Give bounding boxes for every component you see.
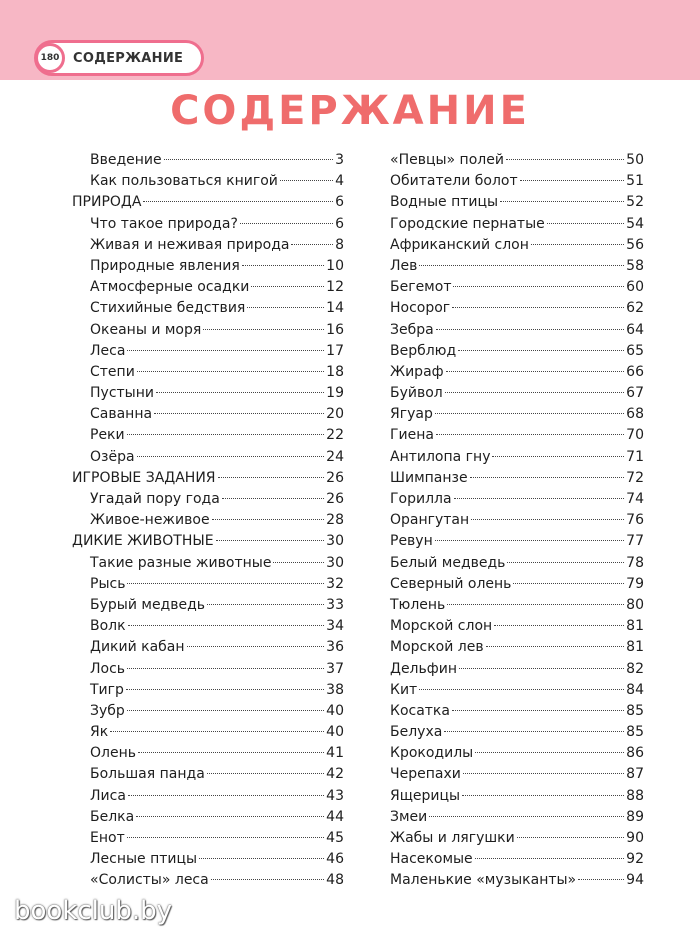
toc-entry-page: 76: [626, 512, 644, 529]
toc-entry-page: 54: [626, 215, 644, 232]
toc-entry-page: 41: [326, 745, 344, 762]
toc-entry-page: 38: [326, 681, 344, 698]
toc-dot-leader: [454, 498, 625, 499]
toc-entry-page: 90: [626, 830, 644, 846]
toc-dot-leader: [462, 795, 624, 796]
toc-entry[interactable]: [390, 235, 644, 256]
toc-entry-title: «Певцы» полей: [390, 152, 504, 168]
toc-entry-title: Лесные птицы: [90, 851, 198, 868]
toc-dot-leader: [199, 858, 324, 859]
toc-entry-page: 28: [326, 512, 344, 529]
toc-entry-title: Лось: [90, 660, 126, 677]
toc-entry[interactable]: [390, 171, 644, 192]
toc-entry-page: 14: [326, 300, 344, 317]
toc-entry-page: 30: [326, 533, 344, 550]
toc-entry[interactable]: [72, 849, 344, 870]
toc-entry-page: 86: [626, 745, 644, 762]
toc-dot-leader: [463, 773, 624, 774]
toc-entry-page: 10: [326, 257, 344, 274]
toc-entry[interactable]: [72, 404, 344, 425]
toc-entry-page: 72: [626, 469, 644, 486]
toc-dot-leader: [207, 604, 324, 605]
toc-entry-page: 18: [326, 363, 344, 380]
toc-dot-leader: [452, 710, 624, 711]
toc-entry[interactable]: [72, 341, 344, 362]
toc-dot-leader: [203, 329, 324, 330]
toc-dot-leader: [212, 519, 325, 520]
toc-dot-leader: [446, 371, 625, 372]
toc-entry-page: 42: [326, 766, 344, 783]
toc-entry-page: 37: [326, 660, 344, 677]
toc-entry[interactable]: [390, 722, 644, 743]
toc-dot-leader: [494, 625, 624, 626]
toc-entry-title: Ревун: [390, 533, 433, 550]
toc-dot-leader: [429, 816, 624, 817]
toc-entry[interactable]: [72, 595, 344, 616]
toc-entry[interactable]: [72, 828, 344, 849]
toc-entry-title: Жабы и лягушки: [390, 830, 515, 846]
toc-entry-title: Бурый медведь: [90, 596, 206, 613]
toc-entry-title: Атмосферные осадки: [90, 279, 250, 296]
toc-dot-leader: [127, 583, 324, 584]
toc-entry-page: 36: [326, 639, 344, 656]
toc-dot-leader: [110, 731, 324, 732]
toc-entry-page: 26: [326, 469, 344, 486]
toc-dot-leader: [222, 498, 324, 499]
toc-entry-page: 74: [626, 491, 644, 507]
toc-entry[interactable]: [390, 595, 644, 616]
toc-entry-title: Косатка: [390, 702, 450, 719]
toc-entry[interactable]: [390, 531, 644, 552]
toc-entry-title: Зебра: [390, 321, 434, 338]
toc-entry[interactable]: [72, 235, 344, 256]
toc-entry-page: 89: [626, 808, 644, 825]
toc-entry[interactable]: [72, 701, 344, 722]
toc-entry-title: Верблюд: [390, 342, 457, 359]
toc-dot-leader: [486, 646, 625, 647]
toc-entry-page: 79: [626, 575, 644, 592]
toc-dot-leader: [453, 286, 624, 287]
toc-entry-page: 71: [626, 448, 644, 465]
toc-dot-leader: [127, 434, 325, 435]
toc-entry[interactable]: [72, 553, 344, 574]
toc-entry-page: 20: [326, 406, 344, 423]
toc-entry-page: 26: [326, 491, 344, 507]
toc-entry[interactable]: [390, 362, 644, 383]
toc-entry-page: 56: [626, 236, 644, 253]
toc-entry-title: Городские пернатые: [390, 215, 545, 232]
toc-entry-title: Ягуар: [390, 406, 433, 423]
toc-entry[interactable]: [390, 425, 644, 446]
toc-entry[interactable]: [72, 764, 344, 785]
toc-entry-page: 34: [326, 618, 344, 635]
toc-entry-page: 32: [326, 575, 344, 592]
toc-dot-leader: [216, 540, 325, 541]
toc-entry-page: 78: [626, 554, 644, 571]
toc-entry-title: Олень: [90, 745, 136, 762]
toc-entry[interactable]: [390, 553, 644, 574]
toc-entry[interactable]: [390, 828, 644, 849]
page-number-badge: 180: [35, 43, 65, 73]
toc-entry-page: 46: [326, 851, 344, 868]
toc-entry[interactable]: [72, 383, 344, 404]
toc-entry[interactable]: [72, 214, 344, 235]
toc-entry[interactable]: [72, 447, 344, 468]
toc-dot-leader: [419, 689, 624, 690]
toc-entry-title: Обитатели болот: [390, 173, 518, 190]
toc-entry[interactable]: [390, 489, 644, 510]
toc-entry-title: Океаны и моря: [90, 321, 202, 338]
toc-entry[interactable]: [72, 362, 344, 383]
toc-entry-title: Живая и неживая природа: [90, 236, 290, 253]
toc-dot-leader: [164, 159, 333, 160]
toc-dot-leader: [187, 646, 325, 647]
toc-dot-leader: [520, 180, 625, 181]
toc-dot-leader: [436, 434, 624, 435]
toc-dot-leader: [435, 540, 624, 541]
toc-entry-page: 77: [626, 533, 644, 550]
toc-entry[interactable]: [390, 870, 644, 891]
toc-dot-leader: [547, 223, 624, 224]
toc-entry[interactable]: [390, 680, 644, 701]
toc-entry[interactable]: [390, 849, 644, 870]
toc-entry-page: 84: [626, 681, 644, 698]
toc-entry-title: Что такое природа?: [90, 215, 238, 232]
toc-entry-title: Дельфин: [390, 660, 457, 677]
toc-entry-title: Степи: [90, 363, 135, 380]
toc-entry-page: 87: [626, 766, 644, 783]
toc-entry-page: 92: [626, 851, 644, 868]
toc-dot-leader: [470, 477, 625, 478]
toc-dot-leader: [138, 752, 324, 753]
toc-entry-page: 85: [626, 724, 644, 741]
toc-entry[interactable]: [390, 468, 644, 489]
toc-entry-title: Як: [90, 724, 109, 741]
toc-entry-title: Шимпанзе: [390, 469, 468, 486]
toc-dot-leader: [507, 562, 624, 563]
toc-entry[interactable]: [72, 659, 344, 680]
toc-dot-leader: [127, 837, 324, 838]
toc-entry-title: Змеи: [390, 808, 428, 825]
toc-entry[interactable]: [390, 150, 644, 171]
toc-entry-title: Морской лев: [390, 639, 484, 656]
toc-entry[interactable]: [72, 468, 344, 489]
toc-entry[interactable]: [390, 277, 644, 298]
toc-entry-page: 52: [626, 194, 644, 211]
toc-entry-page: 85: [626, 702, 644, 719]
toc-entry[interactable]: [390, 807, 644, 828]
toc-entry[interactable]: [390, 404, 644, 425]
toc-dot-leader: [517, 837, 624, 838]
toc-dot-leader: [126, 689, 324, 690]
toc-entry-title: Рысь: [90, 575, 126, 592]
toc-entry[interactable]: [72, 320, 344, 341]
toc-dot-leader: [207, 773, 324, 774]
toc-entry-title: Горилла: [390, 491, 452, 507]
toc-entry-page: 45: [326, 830, 344, 846]
toc-dot-leader: [531, 244, 624, 245]
toc-entry-title: Как пользоваться книгой: [90, 173, 278, 190]
toc-dot-leader: [143, 201, 333, 202]
toc-dot-leader: [128, 795, 324, 796]
page-title: СОДЕРЖАНИЕ: [170, 88, 530, 134]
toc-entry[interactable]: [72, 786, 344, 807]
toc-entry[interactable]: [390, 616, 644, 637]
toc-dot-leader: [419, 265, 624, 266]
toc-entry-title: Озёра: [90, 448, 135, 465]
toc-entry-page: 50: [626, 152, 644, 168]
toc-entry-title: Жираф: [390, 363, 444, 380]
toc-entry-page: 44: [326, 808, 344, 825]
toc-dot-leader: [127, 668, 324, 669]
toc-entry-title: Белуха: [390, 724, 443, 741]
toc-dot-leader: [240, 223, 333, 224]
toc-entry-title: Водные птицы: [390, 194, 499, 211]
toc-dot-leader: [127, 710, 324, 711]
toc-entry-page: 64: [626, 321, 644, 338]
toc-entry[interactable]: [72, 743, 344, 764]
toc-entry[interactable]: [390, 298, 644, 319]
toc-entry[interactable]: [72, 171, 344, 192]
toc-entry-page: 62: [626, 300, 644, 317]
toc-entry-title: Реки: [90, 427, 125, 444]
toc-entry[interactable]: [390, 701, 644, 722]
toc-entry-page: 6: [335, 194, 344, 211]
toc-entry[interactable]: [72, 425, 344, 446]
toc-entry-title: Зубр: [90, 702, 125, 719]
toc-dot-leader: [137, 371, 324, 372]
toc-dot-leader: [459, 668, 624, 669]
toc-dot-leader: [291, 244, 333, 245]
toc-entry-title: Живое-неживое: [90, 512, 210, 529]
toc-entry[interactable]: [390, 764, 644, 785]
toc-entry-page: 43: [326, 787, 344, 804]
toc-entry-page: 82: [626, 660, 644, 677]
toc-entry-title: Природные явления: [90, 257, 240, 274]
toc-dot-leader: [445, 392, 624, 393]
toc-entry-title: Черепахи: [390, 766, 461, 783]
toc-dot-leader: [211, 879, 324, 880]
toc-entry[interactable]: [72, 680, 344, 701]
toc-dot-leader: [242, 265, 324, 266]
toc-entry-page: 48: [326, 872, 344, 889]
toc-dot-leader: [218, 477, 325, 478]
toc-dot-leader: [136, 816, 324, 817]
toc-entry[interactable]: [72, 574, 344, 595]
toc-entry[interactable]: [72, 807, 344, 828]
toc-entry-title: Антилопа гну: [390, 448, 491, 465]
toc-entry[interactable]: [72, 870, 344, 891]
toc-entry-page: 24: [326, 448, 344, 465]
section-header-pill: [34, 40, 204, 76]
toc-entry-page: 16: [326, 321, 344, 338]
toc-entry-page: 3: [335, 152, 344, 168]
toc-entry-page: 88: [626, 787, 644, 804]
toc-entry[interactable]: [390, 256, 644, 277]
toc-entry[interactable]: [390, 637, 644, 658]
toc-entry[interactable]: [72, 150, 344, 171]
toc-entry[interactable]: [390, 574, 644, 595]
toc-entry[interactable]: [390, 510, 644, 531]
toc-dot-leader: [280, 180, 333, 181]
toc-entry-title: Тигр: [90, 681, 124, 698]
toc-entry[interactable]: [390, 341, 644, 362]
toc-entry-title: Лев: [390, 257, 418, 274]
toc-entry[interactable]: [390, 659, 644, 680]
toc-entry-page: 58: [626, 257, 644, 274]
toc-entry-page: 22: [326, 427, 344, 444]
toc-entry-title: ИГРОВЫЕ ЗАДАНИЯ: [72, 469, 216, 486]
toc-dot-leader: [471, 519, 624, 520]
toc-entry[interactable]: [72, 298, 344, 319]
toc-dot-leader: [128, 625, 325, 626]
toc-dot-leader: [475, 752, 624, 753]
toc-dot-leader: [506, 159, 624, 160]
toc-entry[interactable]: [72, 531, 344, 552]
toc-entry-page: 66: [626, 363, 644, 380]
toc-entry-title: Лиса: [90, 787, 126, 804]
toc-entry-title: ПРИРОДА: [72, 194, 142, 211]
toc-entry-title: Енот: [90, 830, 125, 846]
toc-entry-title: ДИКИЕ ЖИВОТНЫЕ: [72, 533, 214, 550]
toc-entry-title: Ящерицы: [390, 787, 461, 804]
toc-entry[interactable]: [72, 256, 344, 277]
toc-entry-title: Белый медведь: [390, 554, 506, 571]
toc-entry-page: 81: [626, 639, 644, 656]
toc-entry-title: Буйвол: [390, 385, 443, 402]
toc-entry[interactable]: [72, 510, 344, 531]
toc-entry[interactable]: [390, 383, 644, 404]
toc-dot-leader: [137, 456, 325, 457]
toc-entry[interactable]: [390, 320, 644, 341]
toc-entry-title: Маленькие «музыканты»: [390, 872, 577, 889]
toc-entry-title: Введение: [90, 152, 162, 168]
toc-dot-leader: [436, 329, 624, 330]
toc-entry-page: 65: [626, 342, 644, 359]
toc-entry-page: 51: [626, 173, 644, 190]
toc-dot-leader: [273, 562, 324, 563]
toc-entry-page: 17: [326, 342, 344, 359]
toc-entry-title: Угадай пору года: [90, 491, 220, 507]
toc-dot-leader: [156, 392, 324, 393]
toc-entry-page: 12: [326, 279, 344, 296]
toc-entry-page: 4: [335, 173, 344, 190]
toc-entry-title: «Солисты» леса: [90, 872, 209, 889]
toc-entry-title: Такие разные животные: [90, 554, 272, 571]
toc-dot-leader: [127, 350, 324, 351]
toc-entry-title: Насекомые: [390, 851, 473, 868]
toc-entry-title: Леса: [90, 342, 126, 359]
toc-entry-page: 40: [326, 724, 344, 741]
toc-entry-page: 70: [626, 427, 644, 444]
toc-entry-title: Стихийные бедствия: [90, 300, 246, 317]
toc-entry-title: Северный олень: [390, 575, 512, 592]
toc-entry-page: 80: [626, 596, 644, 613]
toc-dot-leader: [435, 413, 624, 414]
toc-entry-title: Большая панда: [90, 766, 205, 783]
toc-entry-title: Пустыни: [90, 385, 154, 402]
toc-entry-page: 19: [326, 385, 344, 402]
toc-entry-title: Африканский слон: [390, 236, 529, 253]
toc-left-column: [72, 150, 344, 892]
toc-entry-page: 40: [326, 702, 344, 719]
toc-entry-page: 33: [326, 596, 344, 613]
toc-entry-title: Бегемот: [390, 279, 452, 296]
toc-dot-leader: [247, 307, 324, 308]
toc-entry-page: 68: [626, 406, 644, 423]
toc-entry[interactable]: [72, 192, 344, 213]
toc-entry-title: Волк: [90, 618, 126, 635]
toc-entry-page: 60: [626, 279, 644, 296]
toc-entry-title: Белка: [90, 808, 135, 825]
toc-entry[interactable]: [390, 786, 644, 807]
toc-entry[interactable]: [72, 277, 344, 298]
toc-dot-leader: [452, 307, 624, 308]
toc-entry[interactable]: [72, 616, 344, 637]
section-header-label: СОДЕРЖАНИЕ: [73, 50, 184, 66]
toc-dot-leader: [447, 604, 624, 605]
toc-entry-title: Саванна: [90, 406, 153, 423]
toc-dot-leader: [500, 201, 624, 202]
toc-entry-title: Носорог: [390, 300, 451, 317]
toc-dot-leader: [492, 456, 624, 457]
toc-entry-title: Орангутан: [390, 512, 470, 529]
toc-dot-leader: [458, 350, 624, 351]
toc-entry-title: Дикий кабан: [90, 639, 185, 656]
toc-entry-page: 6: [335, 215, 344, 232]
toc-entry-page: 8: [335, 236, 344, 253]
toc-entry-title: Гиена: [390, 427, 434, 444]
toc-entry[interactable]: [72, 489, 344, 510]
toc-dot-leader: [475, 858, 625, 859]
toc-entry-title: Крокодилы: [390, 745, 474, 762]
toc-entry-page: 94: [626, 872, 644, 889]
toc-entry[interactable]: [72, 637, 344, 658]
toc-dot-leader: [154, 413, 324, 414]
toc-entry[interactable]: [390, 214, 644, 235]
toc-dot-leader: [578, 879, 624, 880]
toc-entry-title: Кит: [390, 681, 418, 698]
toc-entry[interactable]: [390, 447, 644, 468]
toc-entry-page: 67: [626, 385, 644, 402]
toc-entry[interactable]: [390, 743, 644, 764]
toc-right-column: [390, 150, 644, 892]
toc-dot-leader: [251, 286, 324, 287]
toc-entry[interactable]: [72, 722, 344, 743]
toc-entry-page: 30: [326, 554, 344, 571]
toc-dot-leader: [444, 731, 624, 732]
toc-entry[interactable]: [390, 192, 644, 213]
toc-dot-leader: [513, 583, 624, 584]
toc-entry-page: 81: [626, 618, 644, 635]
toc-entry-title: Морской слон: [390, 618, 493, 635]
toc-entry-title: Тюлень: [390, 596, 446, 613]
watermark: bookclub.by: [14, 896, 173, 926]
